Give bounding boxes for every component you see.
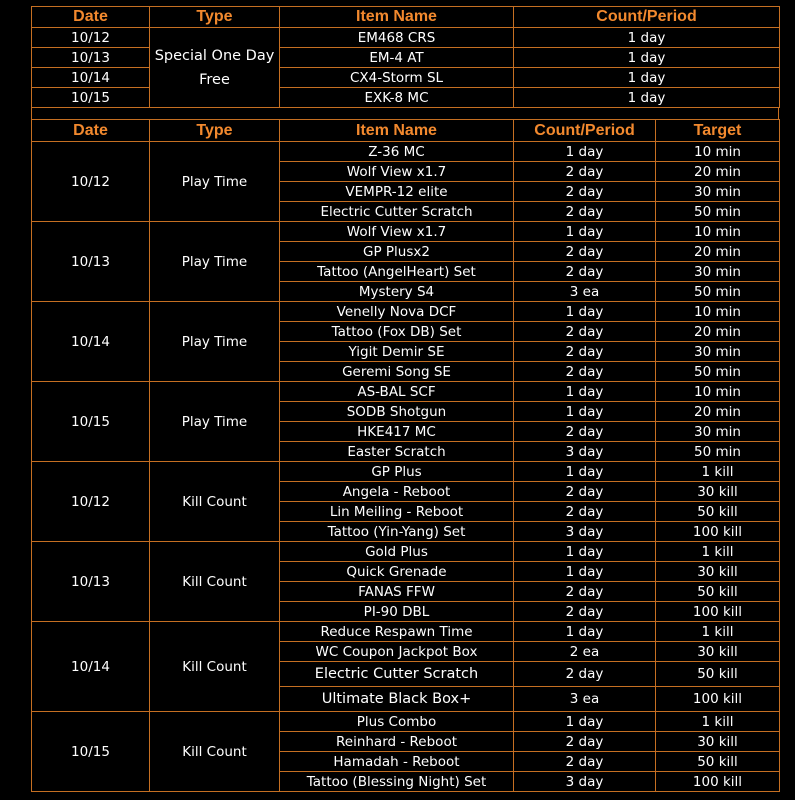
date-cell: 10/13 [32,222,150,302]
table-row [32,88,780,108]
item-cell: Gold Plus [280,542,514,562]
target-cell: 50 min [656,282,780,302]
item-cell: Electric Cutter Scratch [280,662,514,687]
target-cell: 50 kill [656,502,780,522]
type-cell: Kill Count [150,622,280,712]
item-cell: Venelly Nova DCF [280,302,514,322]
table-header-row [32,7,780,28]
count-cell: 2 day [514,362,656,382]
target-cell: 30 min [656,262,780,282]
header-count-period: Count/Period [514,120,656,142]
item-cell: Wolf View x1.7 [280,162,514,182]
header-item-name: Item Name [280,7,514,28]
count-cell: 1 day [514,462,656,482]
item-cell: Reinhard - Reboot [280,732,514,752]
header-target: Target [656,120,780,142]
header-date: Date [32,7,150,28]
type-cell: Kill Count [150,712,280,792]
table-row [32,712,780,732]
item-cell: GP Plus [280,462,514,482]
count-cell: 3 ea [514,687,656,712]
target-cell: 100 kill [656,772,780,792]
target-cell: 50 min [656,202,780,222]
item-cell: Reduce Respawn Time [280,622,514,642]
target-cell: 10 min [656,142,780,162]
item-cell: Hamadah - Reboot [280,752,514,772]
item-cell: Plus Combo [280,712,514,732]
item-cell: Ultimate Black Box+ [280,687,514,712]
count-cell: 3 ea [514,282,656,302]
count-cell: 1 day [514,622,656,642]
item-cell: FANAS FFW [280,582,514,602]
count-cell: 1 day [514,542,656,562]
date-cell: 10/14 [32,302,150,382]
header-date: Date [32,120,150,142]
special-free-table [31,6,780,108]
count-cell: 1 day [514,142,656,162]
count-cell: 2 day [514,582,656,602]
count-cell: 1 day [514,28,780,48]
header-type: Type [150,7,280,28]
target-cell: 100 kill [656,602,780,622]
target-cell: 50 min [656,362,780,382]
table-separator [31,107,779,119]
type-cell: Special One Day Free [150,28,280,108]
count-cell: 1 day [514,48,780,68]
item-cell: Quick Grenade [280,562,514,582]
count-cell: 3 day [514,772,656,792]
item-cell: EM468 CRS [280,28,514,48]
date-cell: 10/14 [32,68,150,88]
count-cell: 1 day [514,562,656,582]
date-cell: 10/12 [32,28,150,48]
target-cell: 1 kill [656,712,780,732]
target-cell: 20 min [656,242,780,262]
item-cell: Electric Cutter Scratch [280,202,514,222]
count-cell: 2 day [514,202,656,222]
item-cell: HKE417 MC [280,422,514,442]
count-cell: 1 day [514,712,656,732]
item-cell: Tattoo (AngelHeart) Set [280,262,514,282]
table-row [32,28,780,48]
item-cell: Yigit Demir SE [280,342,514,362]
target-cell: 30 kill [656,732,780,752]
item-cell: EXK-8 MC [280,88,514,108]
target-cell: 50 kill [656,752,780,772]
count-cell: 1 day [514,382,656,402]
target-cell: 30 min [656,182,780,202]
count-cell: 2 day [514,482,656,502]
target-cell: 50 kill [656,662,780,687]
target-cell: 1 kill [656,622,780,642]
type-cell: Play Time [150,302,280,382]
item-cell: AS-BAL SCF [280,382,514,402]
target-cell: 50 kill [656,582,780,602]
count-cell: 3 day [514,442,656,462]
date-cell: 10/15 [32,712,150,792]
item-cell: SODB Shotgun [280,402,514,422]
target-cell: 20 min [656,162,780,182]
count-cell: 2 day [514,662,656,687]
type-cell: Kill Count [150,462,280,542]
table-row [32,222,780,242]
table-row [32,48,780,68]
count-cell: 2 ea [514,642,656,662]
type-cell: Play Time [150,222,280,302]
target-cell: 20 min [656,402,780,422]
count-cell: 2 day [514,322,656,342]
date-cell: 10/14 [32,622,150,712]
date-cell: 10/15 [32,382,150,462]
count-cell: 1 day [514,88,780,108]
count-cell: 3 day [514,522,656,542]
date-cell: 10/13 [32,542,150,622]
header-type: Type [150,120,280,142]
item-cell: Wolf View x1.7 [280,222,514,242]
date-cell: 10/15 [32,88,150,108]
count-cell: 1 day [514,68,780,88]
table-row [32,68,780,88]
item-cell: CX4-Storm SL [280,68,514,88]
count-cell: 2 day [514,162,656,182]
item-cell: PI-90 DBL [280,602,514,622]
item-cell: Lin Meiling - Reboot [280,502,514,522]
item-cell: WC Coupon Jackpot Box [280,642,514,662]
target-cell: 1 kill [656,462,780,482]
target-cell: 30 min [656,422,780,442]
table-row [32,302,780,322]
item-cell: Easter Scratch [280,442,514,462]
count-cell: 2 day [514,752,656,772]
target-cell: 30 kill [656,562,780,582]
item-cell: Angela - Reboot [280,482,514,502]
date-cell: 10/12 [32,142,150,222]
item-cell: Geremi Song SE [280,362,514,382]
type-cell: Play Time [150,142,280,222]
count-cell: 1 day [514,222,656,242]
count-cell: 2 day [514,502,656,522]
date-cell: 10/12 [32,462,150,542]
target-cell: 30 kill [656,642,780,662]
count-cell: 2 day [514,732,656,752]
target-cell: 100 kill [656,687,780,712]
type-cell: Play Time [150,382,280,462]
item-cell: EM-4 AT [280,48,514,68]
target-cell: 10 min [656,222,780,242]
table-row [32,462,780,482]
count-cell: 2 day [514,182,656,202]
target-cell: 50 min [656,442,780,462]
count-cell: 2 day [514,342,656,362]
target-cell: 1 kill [656,542,780,562]
target-cell: 30 kill [656,482,780,502]
count-cell: 2 day [514,422,656,442]
item-cell: GP Plusx2 [280,242,514,262]
count-cell: 1 day [514,302,656,322]
header-item-name: Item Name [280,120,514,142]
target-cell: 20 min [656,322,780,342]
target-cell: 10 min [656,382,780,402]
missions-table [31,119,780,792]
item-cell: VEMPR-12 elite [280,182,514,202]
item-cell: Tattoo (Fox DB) Set [280,322,514,342]
count-cell: 2 day [514,242,656,262]
item-cell: Tattoo (Yin-Yang) Set [280,522,514,542]
target-cell: 100 kill [656,522,780,542]
table-row [32,622,780,642]
count-cell: 1 day [514,402,656,422]
item-cell: Tattoo (Blessing Night) Set [280,772,514,792]
header-count-period: Count/Period [514,7,780,28]
count-cell: 2 day [514,262,656,282]
table-row [32,542,780,562]
date-cell: 10/13 [32,48,150,68]
table-row [32,142,780,162]
type-cell: Kill Count [150,542,280,622]
item-cell: Z-36 MC [280,142,514,162]
table-header-row [32,120,780,142]
target-cell: 30 min [656,342,780,362]
item-cell: Mystery S4 [280,282,514,302]
target-cell: 10 min [656,302,780,322]
missions-body [32,142,780,792]
table-row [32,382,780,402]
count-cell: 2 day [514,602,656,622]
